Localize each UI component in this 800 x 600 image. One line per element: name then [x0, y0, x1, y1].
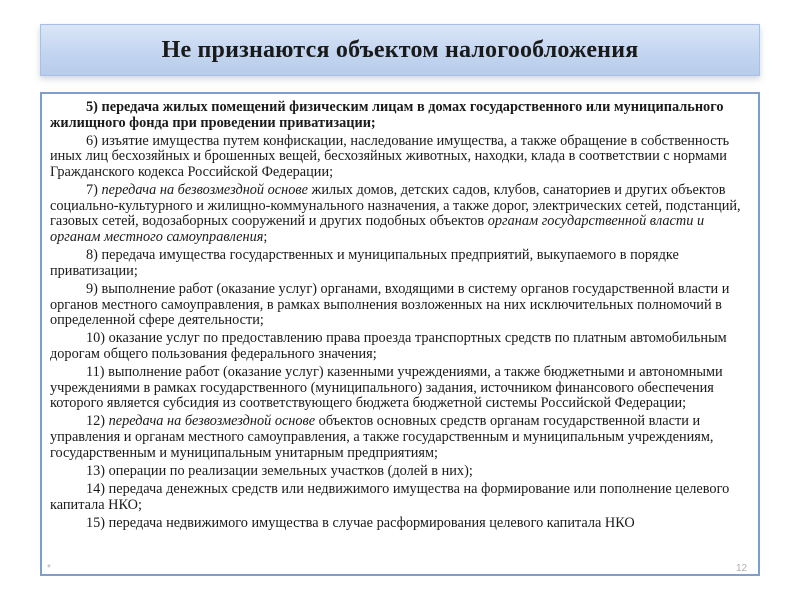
title-banner [40, 24, 760, 76]
list-item-5 [50, 100, 748, 131]
list-item-10 [50, 331, 748, 362]
page-number: 12 [736, 563, 748, 574]
list-item-7-emphasis-1: передача на безвозмездной основе [101, 182, 308, 199]
list-item-14 [50, 482, 748, 513]
list-item-12 [50, 414, 748, 461]
list-item-10-text: 10) оказание услуг по предоставлению права проезда транспортных средств по платным автомобильным дорогам общего пользования федерального значения; [50, 330, 727, 362]
list-item-9 [50, 282, 748, 329]
list-item-12-number: 12) [86, 413, 109, 430]
list-item-7-emphasis-2: органам государственной власти и органам местного самоуправления [50, 213, 705, 245]
list-item-12-text: объектов основных средств органам государственной власти и управления и органам местного самоуправления, а также государственным и муниципальным учреждениям, государственным и муниципальным унитарным предприятиям; [50, 413, 714, 461]
list-item-8 [50, 248, 748, 279]
list-item-13 [50, 464, 748, 480]
list-item-15-text: 15) передача недвижимого имущества в случае расформирования целевого капитала НКО [86, 514, 635, 531]
list-item-7 [50, 183, 748, 245]
footer-mark: * [47, 563, 51, 574]
list-item-7-end: ; [263, 228, 268, 245]
list-item-6-text: 6) изъятие имущества путем конфискации, наследование имущества, а также обращение в собственность иных лиц бесхозяйных и брошенных вещей, бесхозяйных животных, находки, клада в соответствии с нормами Гражданского кодекса Российской Федерации; [50, 132, 730, 180]
list-item-9-text: 9) выполнение работ (оказание услуг) органами, входящими в систему органов государственной власти и органов местного самоуправления, в рамках выполнения возложенных на них исключительных полномочий в определенной сфере деятельности; [50, 280, 730, 329]
list-item-11 [50, 365, 748, 412]
list-item-11-text: 11) выполнение работ (оказание услуг) казенными учреждениями, а также бюджетными и автономными учреждениями в рамках государственного (муниципального) задания, источником финансового обеспечения которого является субсидия из соответствующего бюджета бюджетной системы Российской Федерации; [50, 364, 723, 412]
list-item-7-number: 7) [86, 182, 102, 199]
list-item-12-emphasis: передача на безвозмездной основе [108, 413, 316, 430]
list-item-8-text: 8) передача имущества государственных и муниципальных предприятий, выкупаемого в порядке приватизации; [50, 247, 679, 279]
slide-title: Не признаются объектом налогообложения [161, 36, 639, 63]
list-item-14-text: 14) передача денежных средств или недвижимого имущества на формирование или пополнение целевого капитала НКО; [50, 481, 730, 513]
list-item-13-text: 13) операции по реализации земельных участков (долей в них); [86, 462, 473, 479]
list-item-6 [50, 134, 748, 181]
content-frame [40, 92, 760, 576]
list-item-15 [50, 516, 748, 532]
list-item-5-text: 5) передача жилых помещений физическим лицам в домах государственного или муниципального жилищного фонда при проведении приватизации; [50, 99, 724, 131]
list-item-7-text: жилых домов, детских садов, клубов, санаториев и других объектов социально-культурного и жилищно-коммунального назначения, а также дорог, электрических сетей, подстанций, газовых сетей, водозаборных сооружений и других подобных объектов [50, 182, 741, 230]
